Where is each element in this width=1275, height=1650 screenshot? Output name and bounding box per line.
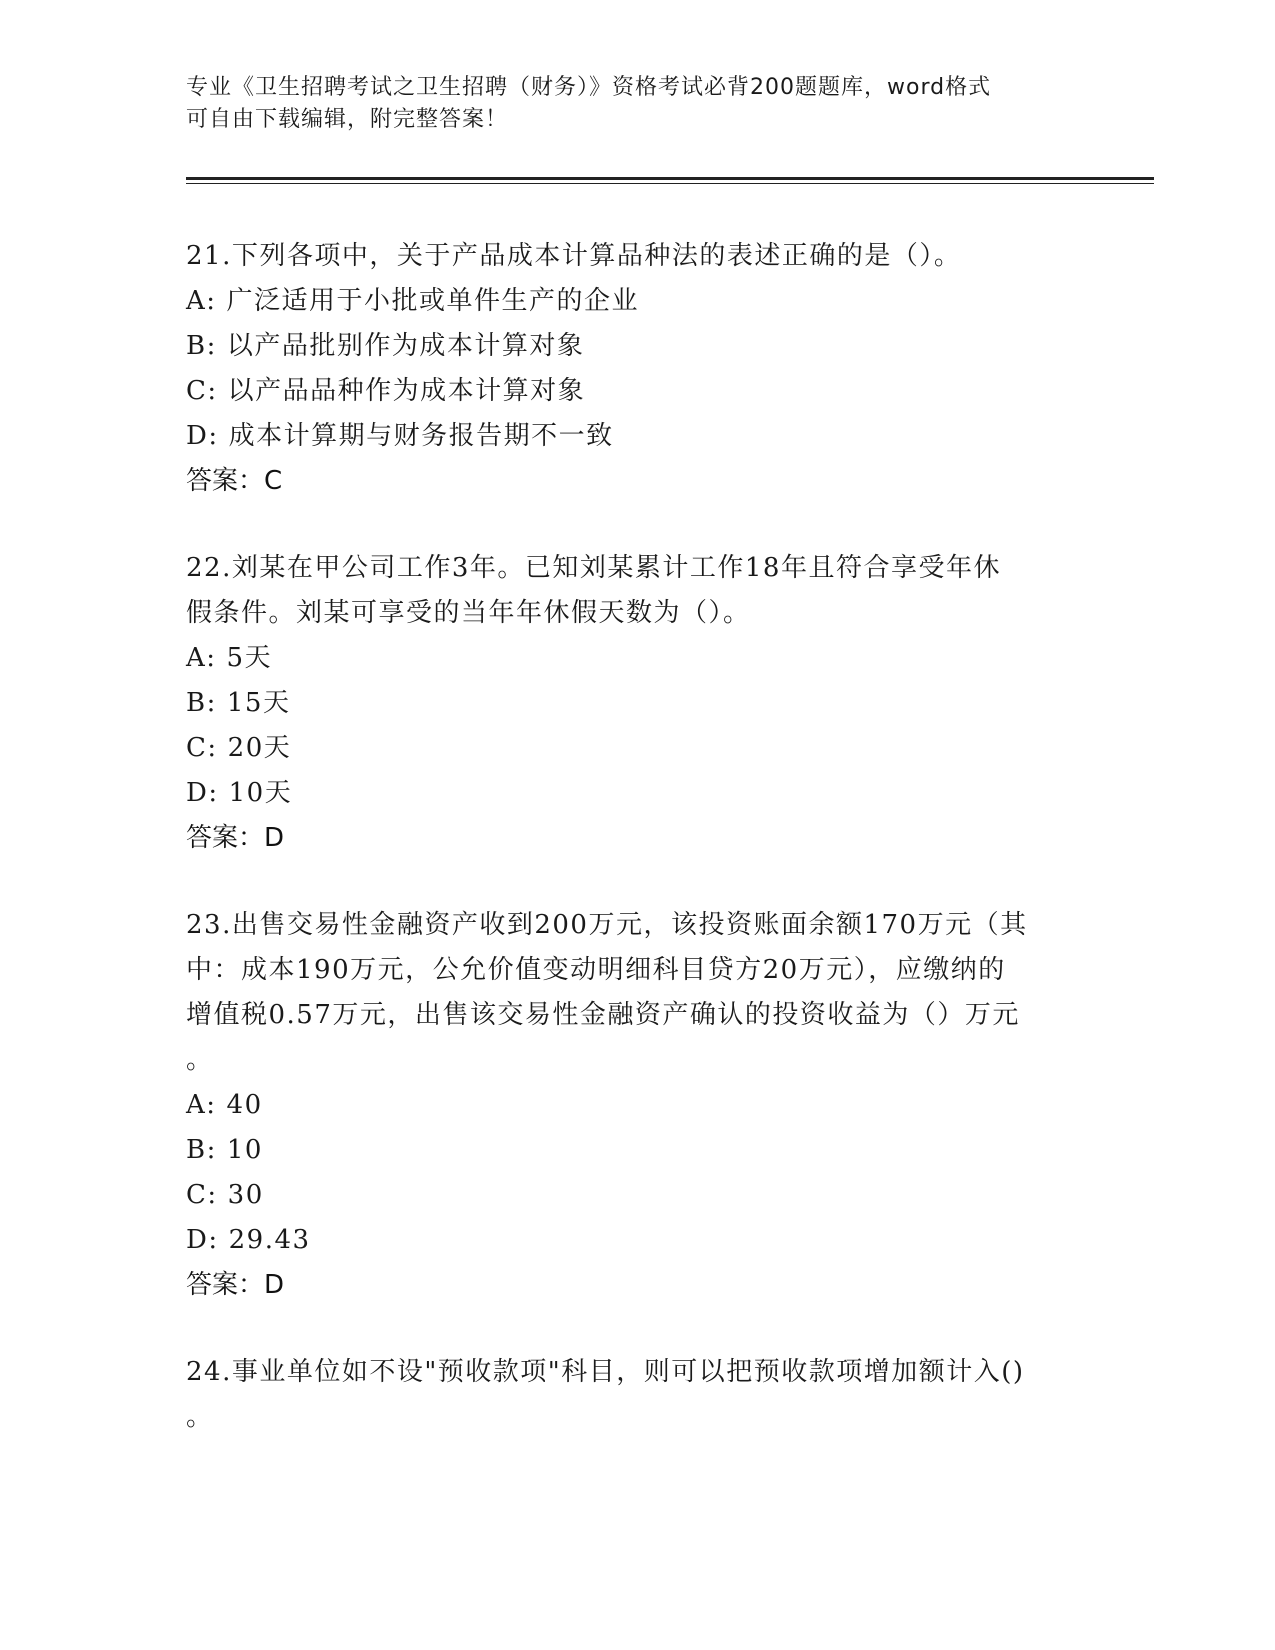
option-b [186,681,1076,726]
question-23 [186,903,1076,1308]
option-c [186,1173,1076,1218]
option-key: B: [186,331,217,361]
option-a [186,636,1076,681]
option-key: D: [186,421,219,451]
option-b [186,1128,1076,1173]
answer-label: 答案：C [186,466,283,496]
header-line-1: 专业《卫生招聘考试之卫生招聘（财务）》资格考试必背200题题库，word格式 [186,75,992,100]
question-stem-line: 增值税0.57万元，出售该交易性金融资产确认的投资收益为（）万元 [186,1000,1020,1030]
question-stem-line: 。 [186,1402,214,1432]
option-key: A: [186,643,217,673]
header-divider-thin [186,183,1154,184]
question-stem [186,234,1076,279]
question-stem-line: 中：成本190万元，公允价值变动明细科目贷方20万元），应缴纳的 [186,955,1006,985]
option-text: 成本计算期与财务报告期不一致 [228,421,614,451]
question-24 [186,1350,1076,1440]
question-stem-line: 。 [186,1045,214,1075]
question-stem-line: 23.出售交易性金融资产收到200万元，该投资账面余额170万元（其 [186,910,1028,940]
answer-label: 答案：D [186,823,285,853]
option-c [186,726,1076,771]
question-21 [186,234,1076,504]
option-key: A: [186,1090,217,1120]
option-text: 5天 [226,643,273,673]
option-a [186,279,1076,324]
question-stem-line: 21.下列各项中，关于产品成本计算品种法的表述正确的是（）。 [186,241,962,271]
option-key: D: [186,778,219,808]
option-text: 40 [226,1090,263,1120]
option-key: B: [186,1135,217,1165]
option-key: C: [186,733,218,763]
option-text: 20天 [227,733,292,763]
question-stem [186,903,1076,1083]
option-a [186,1083,1076,1128]
option-text: 广泛适用于小批或单件生产的企业 [226,286,640,316]
option-text: 30 [227,1180,264,1210]
option-text: 10天 [228,778,293,808]
option-key: D: [186,1225,219,1255]
question-stem [186,1350,1076,1440]
option-text: 29.43 [228,1225,311,1255]
option-text: 15天 [226,688,291,718]
question-stem-line: 24.事业单位如不设"预收款项"科目，则可以把预收款项增加额计入() [186,1357,1025,1387]
option-key: C: [186,376,218,406]
question-stem-line: 22.刘某在甲公司工作3年。已知刘某累计工作18年且符合享受年休 [186,553,1001,583]
option-key: C: [186,1180,218,1210]
header-line-2: 可自由下载编辑，附完整答案！ [186,107,509,132]
option-text: 以产品品种作为成本计算对象 [227,376,586,406]
option-d [186,771,1076,816]
answer-label: 答案：D [186,1270,285,1300]
option-text: 以产品批别作为成本计算对象 [226,331,585,361]
option-d [186,414,1076,459]
option-c [186,369,1076,414]
option-text: 10 [226,1135,263,1165]
header-divider-thick [186,177,1154,180]
option-key: A: [186,286,217,316]
option-d [186,1218,1076,1263]
question-stem-line: 假条件。刘某可享受的当年年休假天数为（）。 [186,598,751,628]
option-b [186,324,1076,369]
document-header [186,72,1066,136]
question-list [186,234,1076,1482]
option-key: B: [186,688,217,718]
question-stem [186,546,1076,636]
question-22 [186,546,1076,861]
